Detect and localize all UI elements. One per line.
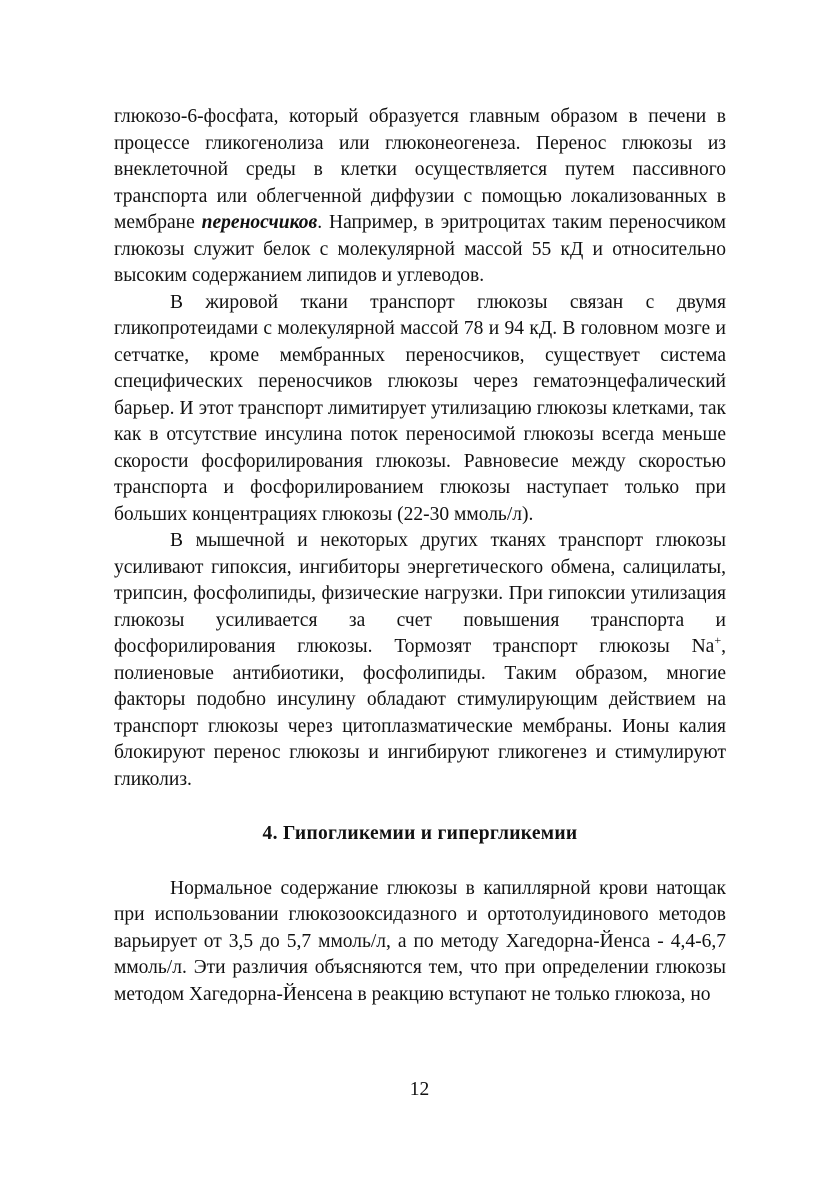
page-body: [114, 104, 726, 1008]
paragraph-3: [114, 528, 726, 793]
section-heading: 4. Гипогликемии и гипергликемии: [262, 823, 578, 844]
paragraph-1: [114, 104, 726, 290]
paragraph-4: Нормальное содержание глюкозы в капиллярной крови натощак при использовании глюкозооксидазного и ортотолуидинового методов варьирует от 3,5 до 5,7 ммоль/л, а по методу Хагедорна-Йенса - 4,4-6,7 ммоль/л. Эти различия объясняются тем, что при определении глюкозы методом Хагедорна-Йенсена в реакцию вступают не только глюкоза, но: [114, 877, 726, 1005]
paragraph-1-text-end: . Например, в эритроцитах таким переносчиком глюкозы служит белок с молекулярной массой 55 кД и относительно высоким содержанием липидов и углеводов.: [114, 212, 726, 286]
page-number: 12: [409, 1079, 430, 1100]
paragraph-3-text-end: , полиеновые антибиотики, фосфолипиды. Таким образом, многие факторы подобно инсулину обладают стимулирующим действием на транспорт глюкозы через цитоплазматические мембраны. Ионы калия блокируют перенос глюкозы и ингибируют гликогенез и стимулируют гликолиз.: [114, 636, 726, 790]
paragraph-1-text-start: глюкозо-6-фосфата, который образуется главным образом в печени в процессе гликогенолиза или глюконеогенеза. Перенос глюкозы из внеклеточной среды в клетки осуществляется путем пассивного транспорта или облегченной диффузии с помощью локализованных в мембране: [114, 106, 726, 233]
paragraph-2: В жировой ткани транспорт глюкозы связан с двумя гликопротеидами с молекулярной массой 78 и 94 кД. В головном мозге и сетчатке, кроме мембранных переносчиков, существует система специфических переносчиков глюкозы через гематоэнцефалический барьер. И этот транспорт лимитирует утилизацию глюкозы клетками, так как в отсутствие инсулина поток переносимой глюкозы всегда меньше скорости фосфорилирования глюкозы. Равновесие между скоростью транспорта и фосфорилированием глюкозы наступает только при больших концентрациях глюкозы (22-30 ммоль/л).: [114, 291, 726, 525]
emphasized-term-carriers: переносчиков: [201, 212, 318, 233]
paragraph-3-text-start: В мышечной и некоторых других тканях транспорт глюкозы усиливают гипоксия, ингибиторы энергетического обмена, салицилаты, трипсин, фосфолипиды, физические нагрузки. При гипоксии утилизация глюкозы усиливается за счет повышения транспорта и фосфорилирования глюкозы. Тормозят транспорт глюкозы Na: [114, 530, 726, 657]
sodium-charge-superscript: +: [714, 633, 722, 647]
